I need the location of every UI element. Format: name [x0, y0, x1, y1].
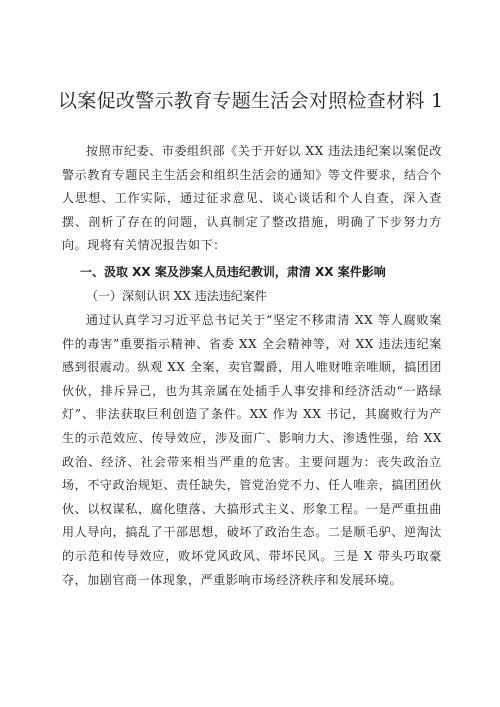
section-heading: 一、汲取 XX 案及涉案人员违纪教训，肃清 XX 案件影响 [80, 265, 386, 279]
document-title: 以案促改警示教育专题生活会对照检查材料 1 [58, 90, 444, 112]
subsection-paragraph: 通过认真学习习近平总书记关于“坚定不移肃清 XX 等人腐败案件的毒害”重要指示精神、省委 XX 全会精神等，对 XX 违法违纪案感到很震动。纵观 XX 全案，卖官鬻爵，用人唯财唯亲唯顺，搞团团伙伙，排斥异己，也为其亲属在处插手人事安排和经济活动“一路绿灯”、非法获取巨利创造了条件。XX 作为 XX 书记，其腐败行为产生的示范效应、传导效应，涉及面广、影响力大、渗透性强，给 XX 政治、经济、社会带来相当严重的危害。主要问题为：丧失政治立场，不守政治规矩、责任缺失，管党治党不力、任人唯亲，搞团团伙伙、以权谋私，腐化堕落、大搞形式主义、形象工程。一是严重扭曲用人导向，搞乱了干部思想，破坏了政治生态。二是顺毛驴、逆淘汰的示范和传导效应，败坏党风政风、带坏民风。三是 X 带头巧取豪夺，加剧官商一体现象，严重影响市场经济秩序和发展环境。 [62, 313, 442, 587]
subsection-heading: （一）深刻认识 XX 违法违纪案件 [86, 289, 267, 303]
intro-paragraph: 按照市纪委、市委组织部《关于开好以 XX 违法违纪案以案促改警示教育专题民主生活会和组织生活会的通知》等文件要求，结合个人思想、工作实际，通过征求意见、谈心谈话和个人自查，深入查摆、剖析了存在的问题，认真制定了整改措施，明确了下步努力方向。现将有关情况报告如下： [62, 144, 442, 253]
